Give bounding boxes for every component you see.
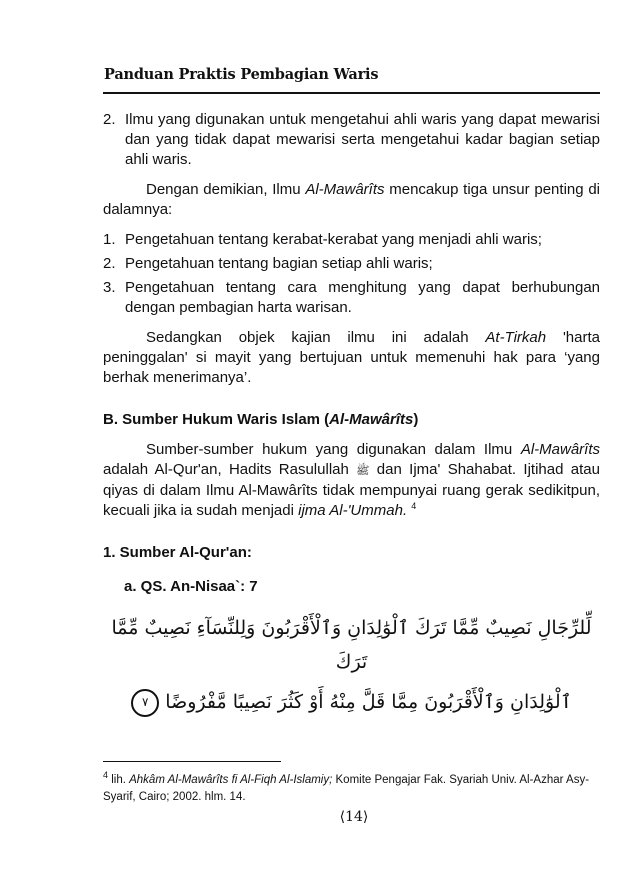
item-text: Pengetahuan tentang cara menghitung yang dapat berhubungan dengan pembagian harta warisan. xyxy=(125,279,600,316)
item-text: Pengetahuan tentang kerabat-kerabat yang menjadi ahli waris; xyxy=(125,231,542,248)
sumber-paragraph xyxy=(103,440,600,521)
item-number: 1. xyxy=(103,231,116,248)
text-run: mencakup tiga unsur penting di dalamnya: xyxy=(103,181,600,218)
item-number: 3. xyxy=(103,279,116,296)
footnote-number: 4 xyxy=(103,770,109,781)
text-run: adalah Al-Qur'an, Hadits Rasulullah xyxy=(103,461,357,478)
header-rule xyxy=(103,92,600,94)
ayah-line-1: لِّلرِّجَالِ نَصِيبٌ مِّمَّا تَرَكَ ٱلْوَٰلِدَانِ وَٱلْأَقْرَبُونَ وَلِلنِّسَآءِ نَصِيبٌ مِّمَّا تَرَكَ xyxy=(111,617,592,673)
ayah-text: ٱلْوَٰلِدَانِ وَٱلْأَقْرَبُونَ مِمَّا قَلَّ مِنْهُ أَوْ كَثُرَ نَصِيبًا مَّفْرُوضًا xyxy=(165,691,572,713)
text-run: ) xyxy=(413,411,419,428)
unsur-item-1 xyxy=(103,230,600,250)
term-al-mawarits: Al-Mawârîts xyxy=(520,441,600,458)
unsur-item-2 xyxy=(103,254,600,274)
item-number: 2. xyxy=(103,255,116,272)
surah-reference: a. QS. An-Nisaa`: 7 xyxy=(124,578,258,595)
term-al-mawarits: Al-Mawârîts xyxy=(329,411,414,428)
term-al-mawarits: Al-Mawârîts xyxy=(305,181,385,198)
footnote-publisher: Komite Pengajar Fak. Syariah Univ. Al-Azhar Asy-Syarif, Cairo; 2002. hlm. 14. xyxy=(103,774,590,803)
ayah-end-marker: ٧ xyxy=(131,689,159,717)
item-text: Ilmu yang digunakan untuk mengetahui ahli waris yang dapat mewarisi dan yang tidak dapat mewarisi serta mengetahui kadar bagian setiap ahli waris. xyxy=(125,111,600,168)
objek-paragraph xyxy=(103,328,600,388)
term-ijma: ijma Al-'Ummah. xyxy=(298,502,408,519)
intro-paragraph xyxy=(103,180,600,220)
page-number: ⟨14⟩ xyxy=(339,809,369,825)
footnote xyxy=(103,772,600,806)
definition-item-2 xyxy=(103,110,600,170)
footnote-rule xyxy=(103,761,281,762)
section-b-heading xyxy=(103,410,600,430)
footnote-source-title: Ahkâm Al-Mawârîts fi Al-Fiqh Al-Islamiy; xyxy=(129,774,333,786)
text-run: lih. xyxy=(108,774,130,786)
page-body xyxy=(103,110,600,719)
text-run: Dengan demikian, Ilmu xyxy=(146,181,306,198)
text-run: Sedangkan objek kajian ilmu ini adalah xyxy=(146,329,486,346)
item-number: 2. xyxy=(103,111,116,128)
text-run: B. Sumber Hukum Waris Islam ( xyxy=(103,411,330,428)
sumber-quran-heading: 1. Sumber Al-Qur'an: xyxy=(103,544,252,561)
text-run: 'harta peninggalan' si mayit yang bertujuan untuk memenuhi hak para ‘yang berhak menerimanya’. xyxy=(103,329,600,386)
ayah-line-2 xyxy=(103,685,600,719)
footnote-ref: 4 xyxy=(411,501,417,511)
text-run: Sumber-sumber hukum yang digunakan dalam Ilmu xyxy=(146,441,521,458)
unsur-item-3 xyxy=(103,278,600,318)
text-run: dan Ijma' Shahabat. Ijtihad atau qiyas di dalam Ilmu Al-Mawârîts tidak mempunyai ruang gerak sedikitpun, kecuali jika ia sudah menjadi xyxy=(103,461,600,519)
running-head: Panduan Praktis Pembagian Waris xyxy=(104,66,379,83)
term-at-tirkah: At-Tirkah xyxy=(485,329,547,346)
salawat-symbol: ﷺ xyxy=(356,465,370,477)
item-text: Pengetahuan tentang bagian setiap ahli waris; xyxy=(125,255,433,272)
